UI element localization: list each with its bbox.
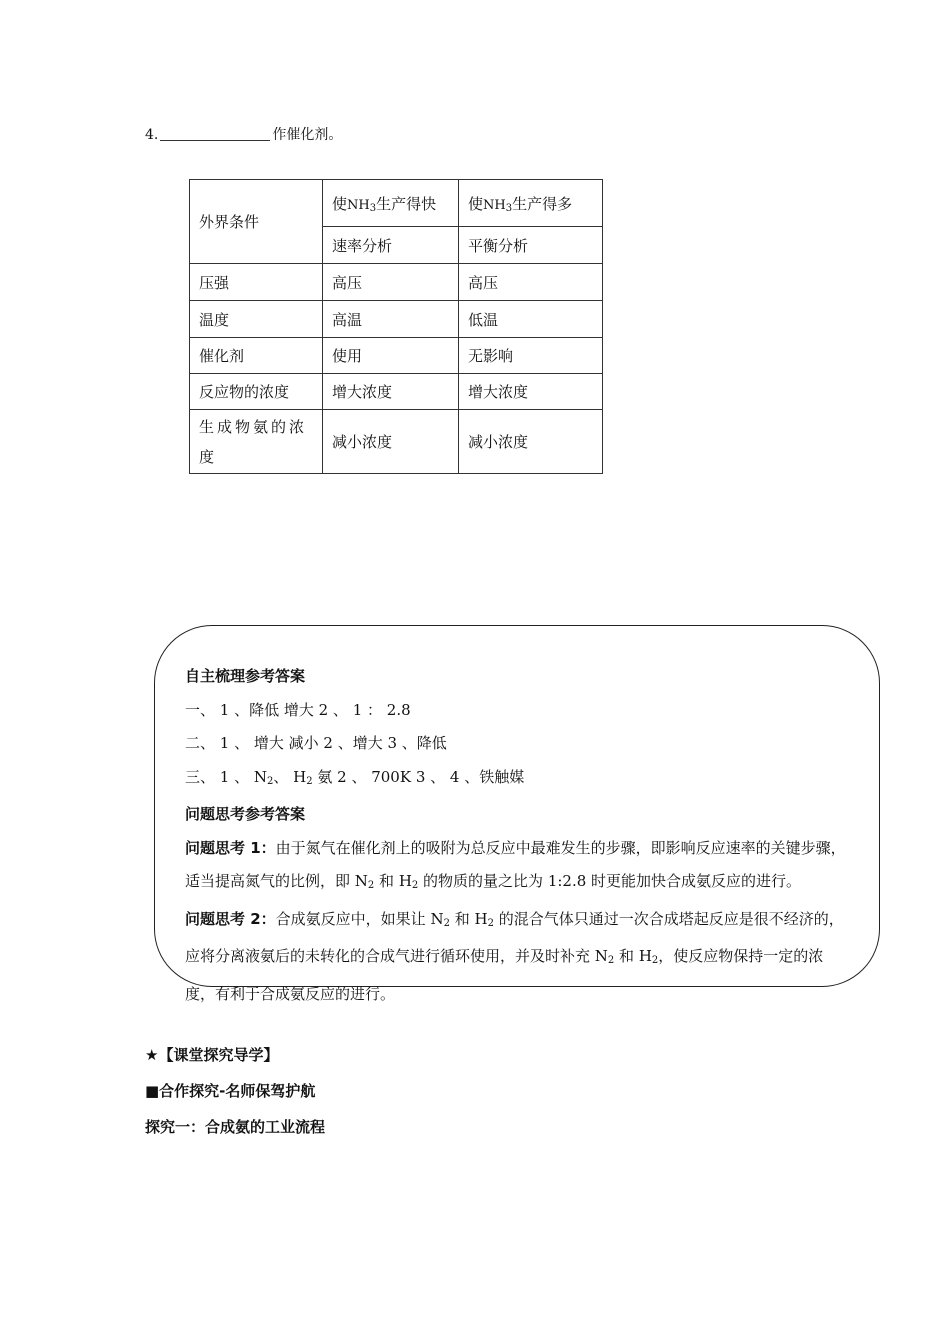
subheader-equilibrium: 平衡分析	[459, 227, 603, 264]
item-text: 作催化剂。	[272, 127, 343, 143]
header-rate: 使$NH_3$生产得快	[323, 180, 459, 227]
fill-in-item-4	[145, 124, 342, 144]
item-number: 4.	[145, 127, 159, 143]
table-row: 压强 高压 高压	[190, 264, 603, 301]
answer-line-1: 一、 1 、降低 增大 2 、 1 ： 2.8	[185, 700, 411, 719]
table-row: 生成物氨的浓度 减小浓度 减小浓度	[190, 410, 603, 474]
answer-section	[185, 660, 853, 1011]
question-2-answer: 问题思考 2：合成氨反应中，如果让 $N_2$ 和 $H_2$ 的混合气体只通过一次合成塔起反应是很不经济的，应将分离液氨后的未转化的合成气进行循环使用，并及时补充 $N_2$ 和 $H_2$，使反应物保持一定的浓度，有利于合成氨反应的进行。	[185, 909, 844, 1003]
answer-line-2: 二、 1 、 增大 减小 2 、增大 3 、降低	[185, 734, 447, 752]
header-equilibrium: 使$NH_3$生产得多	[459, 180, 603, 227]
answer-line-3: 三、 1 、 $N_2$、 $H_2$ 氨 2 、 700K 3 、 4 、铁触媒	[185, 767, 525, 787]
answers-title: 自主梳理参考答案	[185, 667, 306, 685]
conditions-table	[189, 179, 603, 474]
question-1-answer: 问题思考 1：由于氮气在催化剂上的吸附为总反应中最难发生的步骤，即影响反应速率的关键步骤，适当提高氮气的比例，即 $N_2$ 和 $H_2$ 的物质的量之比为 1:2.8 时更能加快合成氨反应的进行。	[185, 838, 846, 891]
section-heading-classroom: ★【课堂探究导学】	[145, 1046, 279, 1064]
section-heading-cooperation: ■合作探究-名师保驾护航	[145, 1082, 316, 1100]
header-condition: 外界条件	[190, 180, 323, 264]
section-heading-explore-1: 探究一：合成氨的工业流程	[145, 1118, 326, 1136]
answer-blank	[160, 126, 270, 141]
questions-title: 问题思考参考答案	[185, 805, 306, 823]
subheader-rate: 速率分析	[323, 227, 459, 264]
table-row: 反应物的浓度 增大浓度 增大浓度	[190, 374, 603, 410]
table-row: 温度 高温 低温	[190, 301, 603, 338]
table-row: 催化剂 使用 无影响	[190, 338, 603, 374]
